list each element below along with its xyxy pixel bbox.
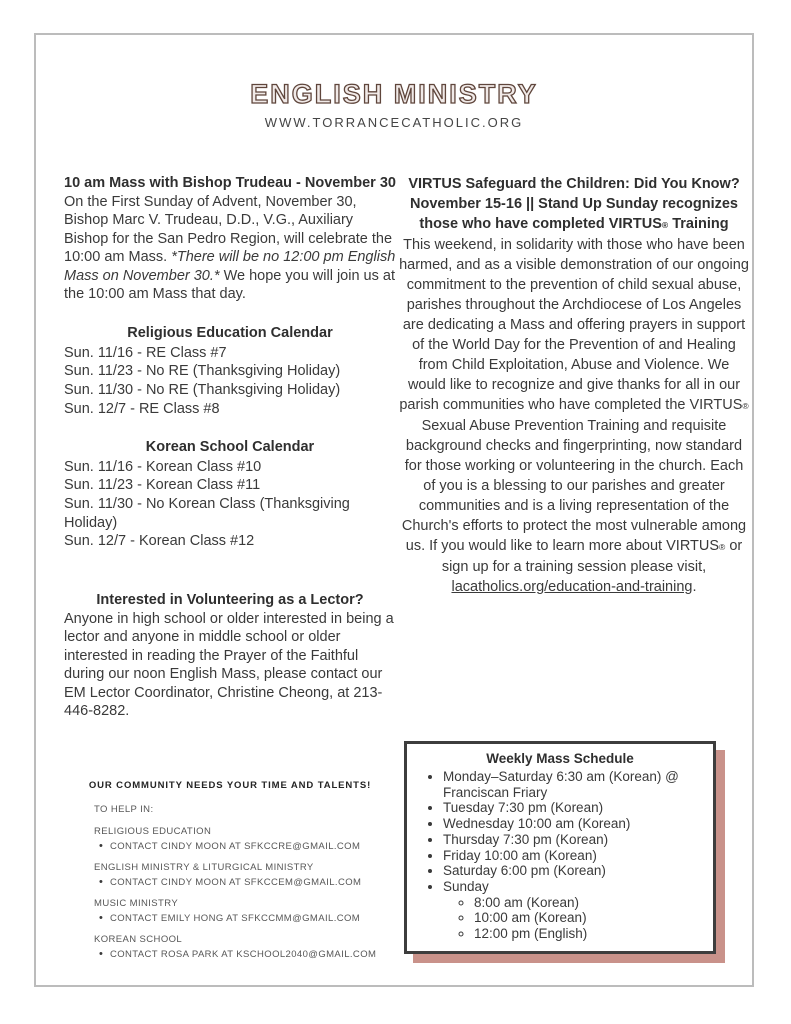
registered-mark: ®: [719, 542, 726, 552]
list-item: ◦ 10:00 am (Korean): [474, 910, 701, 926]
list-item: • Saturday 6:00 pm (Korean): [443, 863, 701, 879]
list-item: • Wednesday 10:00 am (Korean): [443, 816, 701, 832]
weekly-mass-schedule-box: [404, 741, 716, 954]
korean-calendar-list: [64, 458, 396, 552]
group-label: KOREAN SCHOOL: [94, 934, 183, 945]
list-item: Sun. 11/16 - Korean Class #10: [64, 458, 262, 475]
virtus-text-2: Sexual Abuse Prevention Training and requisite background checks and fingerprinting, now standard for those working or volunteering in the church. Each of you is a blessing to our parishes and greater communities and is a living representation of the Church's efforts to protect the most vulnerable among us. If you would like to learn more about VIRTUS: [401, 418, 747, 554]
list-item-sunday: [443, 879, 701, 942]
bishop-mass-heading: 10 am Mass with Bishop Trudeau - November 30: [64, 175, 396, 191]
list-item: • Tuesday 7:30 pm (Korean): [443, 800, 701, 816]
list-item: Sun. 11/30 - No Korean Class (Thanksgiving Holiday): [64, 495, 350, 531]
list-item: • Monday–Saturday 6:30 am (Korean) @ Franciscan Friary: [443, 769, 701, 800]
virtus-text-1: This weekend, in solidarity with those who have been harmed, and as a visible demonstration of our ongoing commitment to the prevention of child sexual abuse, parishes throughout the Archdiocese of Los Angeles are dedicating a Mass and offering prayers in support of the World Day for the Prevention of and Healing from Child Exploitation, Abuse and Violence. We would like to recognize and give thanks for all in our parish communities who have completed the VIRTUS: [399, 237, 749, 413]
list-item: Sun. 11/23 - Korean Class #11: [64, 477, 261, 494]
virtus-heading-main: VIRTUS Safeguard the Children: Did You Know? November 15-16 || Stand Up Sunday recognizes those who have completed VIRTUS: [408, 176, 740, 232]
group-contact: • CONTACT CINDY MOON AT SFKCCEM@GMAIL.COM: [94, 877, 396, 889]
community-intro: TO HELP IN:: [94, 804, 154, 815]
section-lector: [64, 591, 396, 721]
list-item: Sun. 11/23 - No RE (Thanksgiving Holiday): [64, 363, 341, 380]
group-contact: • CONTACT ROSA PARK AT KSCHOOL2040@GMAIL.COM: [94, 949, 396, 961]
list-item: • Friday 10:00 am (Korean): [443, 848, 701, 864]
page-title: ENGLISH MINISTRY: [250, 79, 538, 109]
website-url: WWW.TORRANCECATHOLIC.ORG: [264, 115, 524, 130]
bishop-mass-text: [64, 193, 396, 304]
lector-heading: Interested in Volunteering as a Lector?: [96, 592, 364, 608]
virtus-text: [398, 235, 750, 597]
community-group-music-ministry: [94, 898, 396, 925]
group-contact: • CONTACT CINDY MOON AT SFKCCRE@GMAIL.COM: [94, 841, 396, 853]
virtus-text-3: or sign up for a training session please visit,: [441, 538, 743, 575]
bishop-mass-text-start: On the First Sunday of Advent, November 30, Bishop Marc V. Trudeau, D.D., V.G., Auxiliary Bishop for the San Pedro Region, will celebrate the 10:00 am Mass.: [64, 193, 393, 265]
list-item: ◦ 12:00 pm (English): [474, 926, 701, 942]
sunday-label: Sunday: [443, 878, 489, 894]
list-item: ◦ 8:00 am (Korean): [474, 895, 701, 911]
re-calendar-list: [64, 344, 396, 419]
training-link[interactable]: lacatholics.org/education-and-training: [451, 579, 693, 595]
section-virtus: [398, 174, 750, 597]
masthead: [36, 79, 752, 130]
group-contact: • CONTACT EMILY HONG AT SFKCCMM@GMAIL.COM: [94, 913, 396, 925]
re-calendar-heading: Religious Education Calendar: [127, 325, 333, 341]
group-label: MUSIC MINISTRY: [94, 898, 179, 909]
sunday-times-list: [443, 895, 701, 942]
community-group-religious-education: [94, 826, 396, 853]
korean-calendar-heading: Korean School Calendar: [145, 439, 315, 455]
virtus-heading-tail: Training: [668, 216, 729, 232]
newsletter-page: [34, 33, 754, 987]
virtus-heading: [398, 174, 750, 235]
group-label: RELIGIOUS EDUCATION: [94, 826, 212, 837]
community-group-korean-school: [94, 934, 396, 961]
mass-schedule-heading: Weekly Mass Schedule: [486, 751, 634, 766]
bishop-mass-text-end: We hope you will join us at the 10:00 am Mass that day.: [64, 267, 395, 302]
community-body: [64, 804, 396, 961]
section-community: [64, 780, 396, 970]
list-item: Sun. 12/7 - Korean Class #12: [64, 533, 255, 550]
list-item: Sun. 11/16 - RE Class #7: [64, 344, 227, 361]
section-bishop-mass: [64, 174, 396, 304]
section-re-calendar: [64, 324, 396, 418]
registered-mark: ®: [742, 401, 749, 411]
list-item: • Thursday 7:30 pm (Korean): [443, 832, 701, 848]
virtus-text-end: .: [692, 579, 697, 595]
list-item: Sun. 12/7 - RE Class #8: [64, 400, 220, 417]
section-korean-calendar: [64, 438, 396, 551]
registered-mark: ®: [661, 220, 669, 230]
community-heading: OUR COMMUNITY NEEDS YOUR TIME AND TALENTS!: [88, 780, 372, 791]
lector-text: Anyone in high school or older interested in being a lector and anyone in middle school or older interested in reading the Prayer of the Faithful during our noon English Mass, please contact our EM Lector Coordinator, Christine Cheong, at 213-446-8282.: [64, 610, 394, 719]
no-noon-mass-note: *There will be no 12:00 pm English Mass on November 30.*: [64, 249, 396, 284]
list-item: Sun. 11/30 - No RE (Thanksgiving Holiday): [64, 381, 341, 398]
community-group-english-ministry: [94, 862, 396, 889]
mass-schedule-list: [419, 769, 701, 942]
group-label: ENGLISH MINISTRY & LITURGICAL MINISTRY: [94, 862, 314, 873]
